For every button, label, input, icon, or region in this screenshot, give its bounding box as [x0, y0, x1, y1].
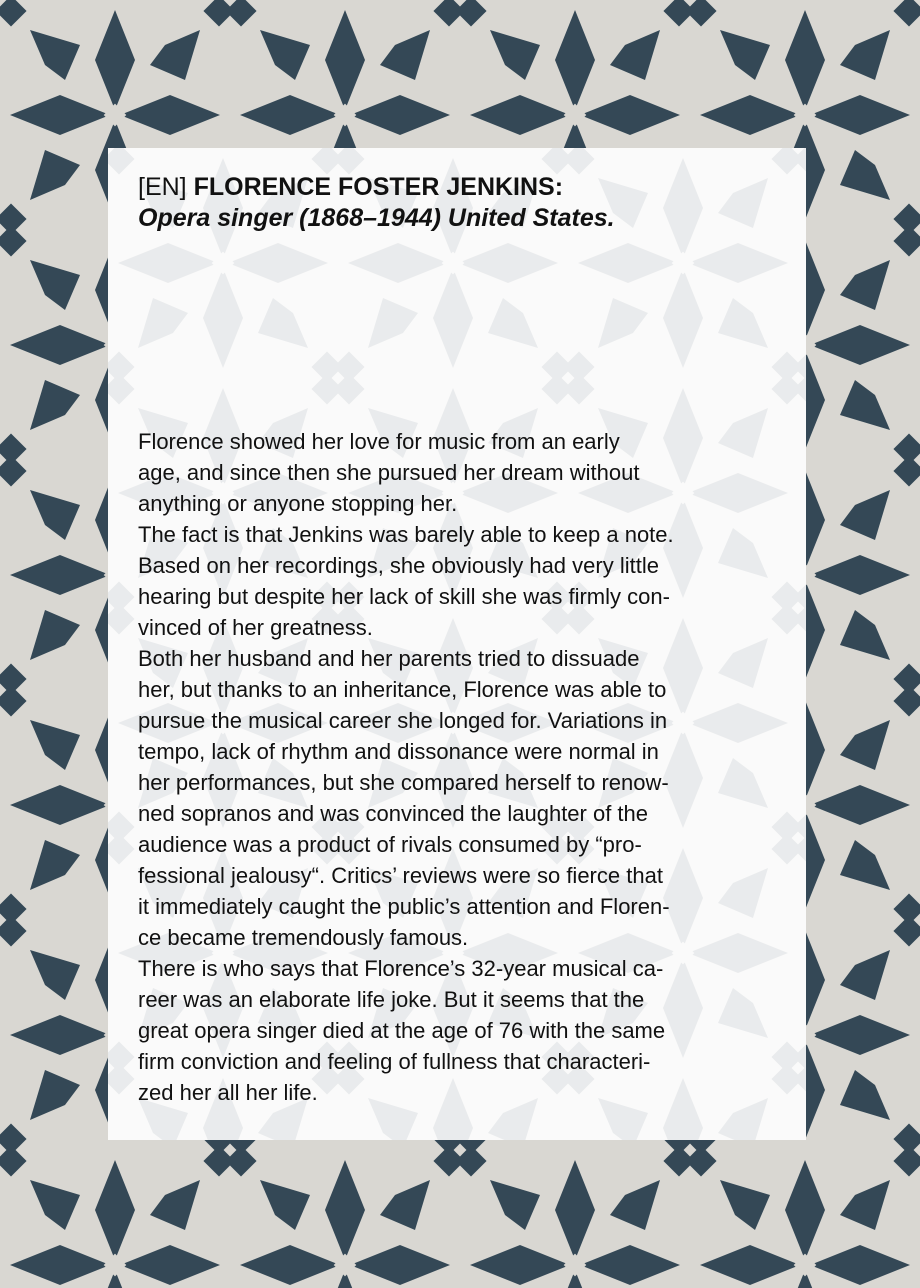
body-line: ned sopranos and was convinced the laughter of the [138, 801, 649, 826]
body-line: fessional jealousy“. Critics’ reviews were so fierce that [138, 863, 663, 888]
body-line: pursue the musical career she longed for. Variations in [138, 708, 668, 733]
body-line: anything or anyone stopping her. [138, 491, 458, 516]
body-line: The fact is that Jenkins was barely able to keep a note. [138, 522, 674, 547]
body-line: great opera singer died at the age of 76 with the same [138, 1018, 666, 1043]
body-line: ce became tremendously famous. [138, 925, 469, 950]
person-subtitle: Opera singer (1868–1944) United States. [138, 204, 615, 232]
person-name: FLORENCE FOSTER JENKINS: [193, 173, 564, 201]
body-line: zed her all her life. [138, 1080, 318, 1105]
biography-text [138, 426, 778, 1108]
body-line: vinced of her greatness. [138, 615, 373, 640]
body-line: Based on her recordings, she obviously had very little [138, 553, 659, 578]
body-line: There is who says that Florence’s 32-year musical ca- [138, 956, 664, 981]
language-tag: [EN] [138, 173, 187, 201]
body-line: audience was a product of rivals consumed by “pro- [138, 832, 642, 857]
body-line: her, but thanks to an inheritance, Florence was able to [138, 677, 667, 702]
body-line: Florence showed her love for music from an early [138, 429, 620, 454]
heading [138, 172, 778, 234]
body-line: age, and since then she pursued her dream without [138, 460, 640, 485]
body-line: tempo, lack of rhythm and dissonance were normal in [138, 739, 659, 764]
body-line: reer was an elaborate life joke. But it seems that the [138, 987, 645, 1012]
text-panel [108, 148, 806, 1140]
body-line: it immediately caught the public’s attention and Floren- [138, 894, 670, 919]
body-line: her performances, but she compared herself to renow- [138, 770, 669, 795]
body-line: hearing but despite her lack of skill she was firmly con- [138, 584, 670, 609]
body-line: firm conviction and feeling of fullness that characteri- [138, 1049, 651, 1074]
body-line: Both her husband and her parents tried to dissuade [138, 646, 640, 671]
